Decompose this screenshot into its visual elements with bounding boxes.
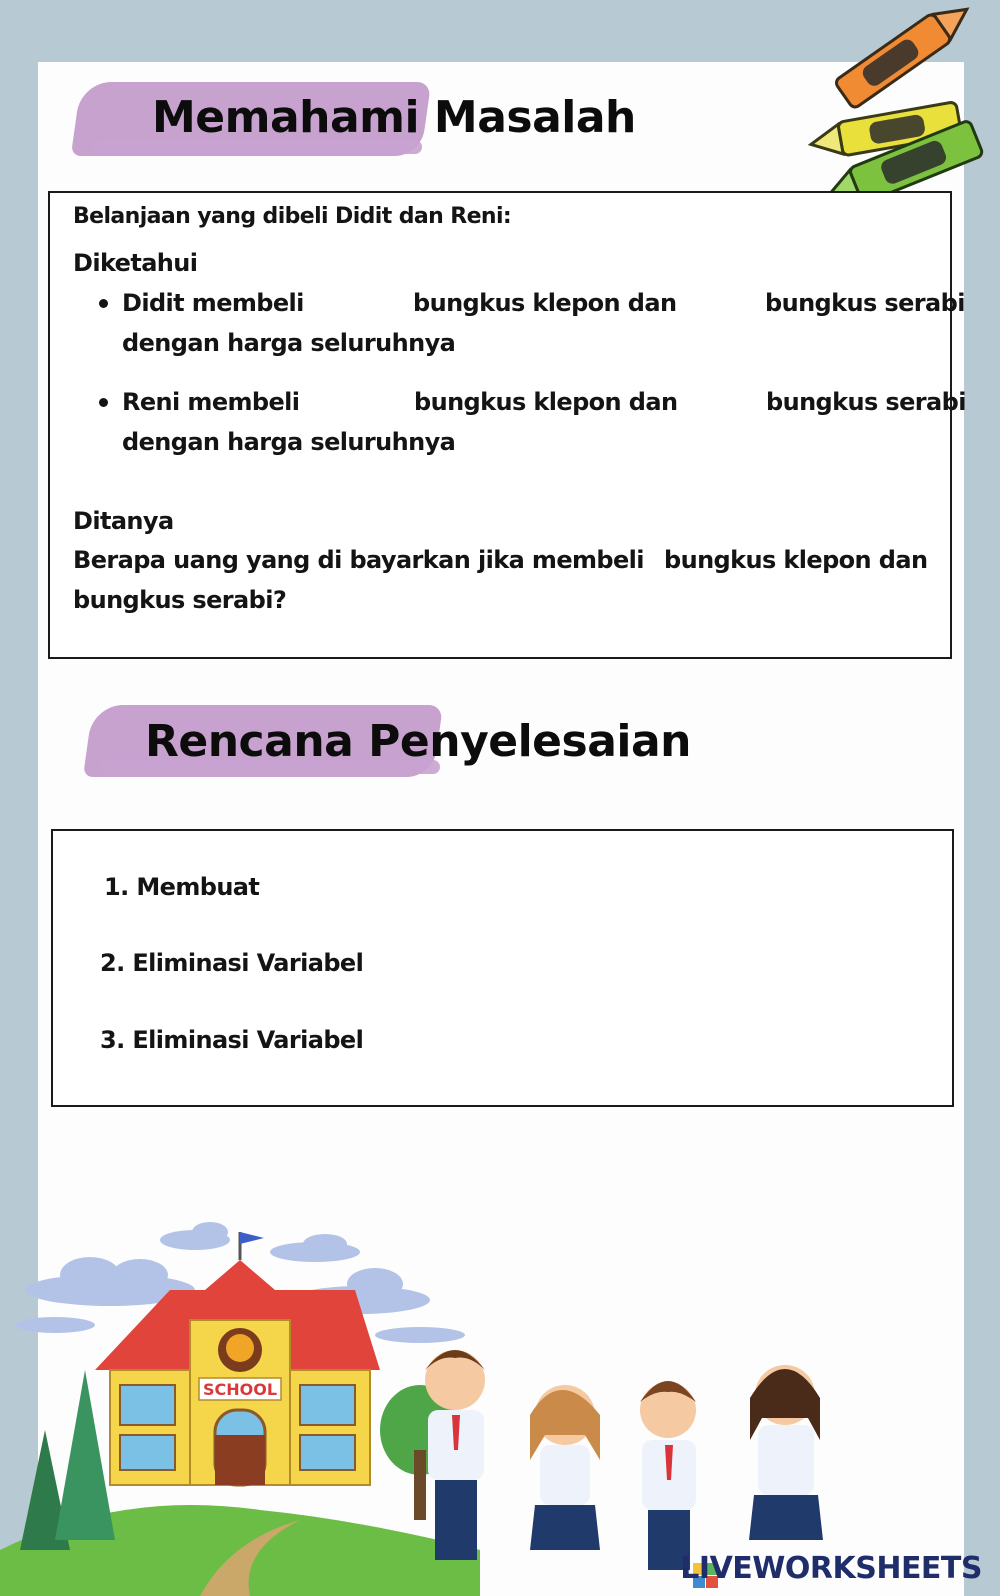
item-reni-end: bungkus serabi <box>766 388 966 416</box>
liveworksheets-watermark[interactable]: LIVEWORKSHEETS <box>680 1551 982 1586</box>
plan-step-1: 1. Membuat <box>104 873 260 901</box>
school-illustration <box>0 1220 1000 1596</box>
plan-step-3-input[interactable] <box>335 1025 539 1057</box>
didit-klepon-input[interactable] <box>290 288 402 320</box>
plan-step-1-input[interactable] <box>250 872 554 904</box>
intro-text: Belanjaan yang dibeli Didit dan Reni: <box>73 204 512 229</box>
didit-total-input[interactable] <box>420 328 624 360</box>
item-didit-subject: Didit membeli <box>122 289 304 317</box>
question-text-end: bungkus serabi? <box>73 586 287 614</box>
section-title-rencana: Rencana Penyelesaian <box>145 716 691 767</box>
known-label: Diketahui <box>73 249 198 277</box>
didit-serabi-input[interactable] <box>645 288 754 320</box>
reni-serabi-input[interactable] <box>645 387 754 419</box>
question-serabi-input[interactable] <box>893 545 947 577</box>
question-text: Berapa uang yang di bayarkan jika membeli <box>73 546 644 574</box>
crayons-illustration <box>800 0 1000 215</box>
item-reni-mid: bungkus klepon dan <box>414 388 678 416</box>
item-didit-end: bungkus serabi <box>765 289 965 317</box>
bullet-dot <box>99 299 108 308</box>
bullet-dot <box>99 398 108 407</box>
plan-step-2-input[interactable] <box>335 948 539 980</box>
reni-klepon-input[interactable] <box>290 387 402 419</box>
school-sign: SCHOOL <box>202 1380 278 1399</box>
item-reni-subject: Reni membeli <box>122 388 300 416</box>
question-text-mid: bungkus klepon dan <box>664 546 928 574</box>
section-title-memahami: Memahami Masalah <box>152 92 636 143</box>
plan-step-2: 2. Eliminasi Variabel <box>100 949 364 977</box>
plan-step-3: 3. Eliminasi Variabel <box>100 1026 364 1054</box>
item-didit-mid: bungkus klepon dan <box>413 289 677 317</box>
question-klepon-input[interactable] <box>578 545 662 577</box>
asked-label: Ditanya <box>73 507 174 535</box>
item-reni-line2: dengan harga seluruhnya <box>122 428 456 456</box>
item-didit-line2: dengan harga seluruhnya <box>122 329 456 357</box>
reni-total-input[interactable] <box>420 427 624 459</box>
